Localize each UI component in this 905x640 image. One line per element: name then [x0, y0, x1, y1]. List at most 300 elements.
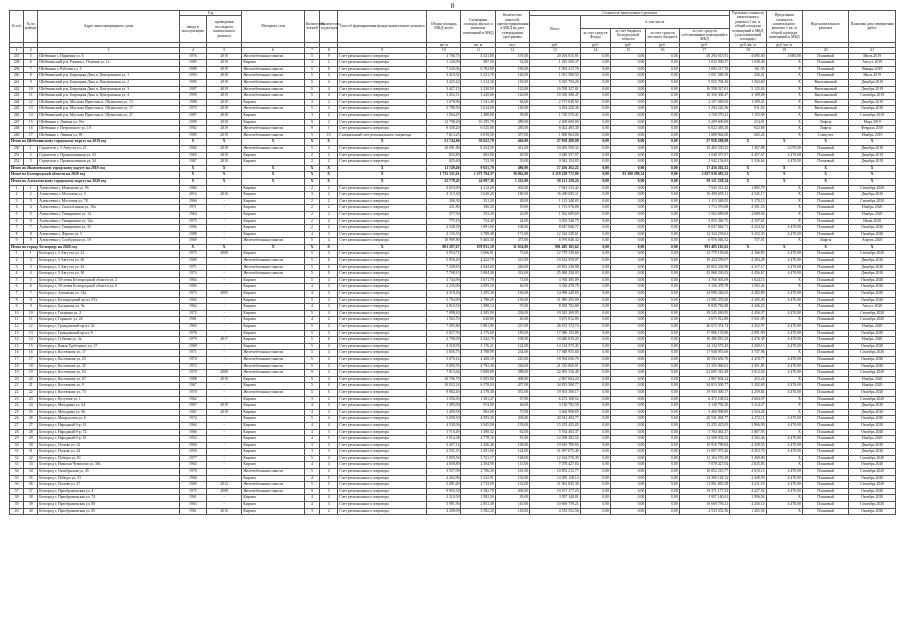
- table-cell: 285,00: [495, 126, 529, 133]
- table-cell: 1975: [179, 218, 206, 225]
- table-cell: 4 456,37: [730, 310, 766, 317]
- table-cell: Сентябрь 2019: [849, 113, 896, 120]
- column-number: 11: [461, 48, 495, 53]
- table-row: [10, 218, 896, 225]
- table-cell: 5 921,09: [730, 317, 766, 324]
- table-cell: 0,00: [610, 442, 645, 449]
- table-cell: 5: [320, 475, 338, 482]
- table-cell: Плановый: [802, 258, 848, 265]
- table-cell: Счет регионального оператора: [338, 60, 427, 67]
- table-cell: Алексеевка г, Мамонова ул, 9б: [38, 185, 179, 192]
- table-cell: 4: [320, 86, 338, 93]
- table-row: [10, 370, 896, 377]
- table-cell: Декабрь 2020: [849, 409, 896, 416]
- table-cell: Март 2019: [849, 119, 896, 126]
- table-cell: 24: [10, 403, 24, 410]
- table-cell: Ноябрь 2020: [849, 376, 896, 383]
- table-cell: 8 839 782,88: [679, 304, 730, 311]
- summary-cell: 678 931,18: [461, 244, 495, 251]
- table-cell: Плановый: [802, 462, 848, 469]
- table-cell: X: [766, 99, 802, 106]
- table-cell: 3: [320, 297, 338, 304]
- table-cell: 0,00: [580, 119, 610, 126]
- table-cell: 4: [320, 356, 338, 363]
- table-cell: Железобетонные панели: [242, 66, 305, 73]
- table-cell: Счет регионального оператора: [338, 324, 427, 331]
- table-cell: 832,80: [427, 152, 461, 159]
- table-cell: 0,00: [646, 442, 679, 449]
- table-cell: 9 465,30: [461, 238, 495, 245]
- table-cell: 24,00: [495, 218, 529, 225]
- table-cell: 1995: [179, 80, 206, 87]
- table-cell: 0,00: [646, 231, 679, 238]
- table-cell: 16 490 695,11: [679, 192, 730, 199]
- table-cell: 498,00: [495, 376, 529, 383]
- table-row: [10, 310, 896, 317]
- table-cell: -: [206, 383, 241, 390]
- table-cell: 3 425,42: [427, 80, 461, 87]
- column-number: 19: [766, 48, 802, 53]
- table-cell: 5: [304, 264, 319, 271]
- table-cell: -: [206, 389, 241, 396]
- table-cell: 8: [320, 271, 338, 278]
- table-cell: Плановый: [802, 455, 848, 462]
- table-cell: 1 563,60: [730, 80, 766, 87]
- table-cell: 0,00: [610, 231, 645, 238]
- table-cell: 4 254,52: [730, 225, 766, 232]
- table-cell: 2: [24, 258, 38, 265]
- table-cell: 1993: [179, 73, 206, 80]
- table-cell: 3 294 220,36: [679, 106, 730, 113]
- summary-cell: X: [320, 244, 338, 251]
- table-cell: -: [206, 310, 241, 317]
- table-cell: 7 249,63: [427, 264, 461, 271]
- summary-cell: X: [338, 172, 427, 179]
- table-cell: 0,00: [610, 449, 645, 456]
- table-cell: 0,00: [580, 317, 610, 324]
- table-cell: 19 434 559,07: [679, 258, 730, 265]
- table-cell: Счет регионального оператора: [338, 356, 427, 363]
- table-cell: 14 134 575,45: [530, 343, 581, 350]
- table-cell: 132,00: [495, 482, 529, 489]
- table-cell: Счет регионального оператора: [338, 211, 427, 218]
- table-cell: 4 470,00: [766, 436, 802, 443]
- table-cell: 1: [320, 126, 338, 133]
- table-cell: 3 942 154,83: [530, 159, 581, 166]
- table-cell: 4: [320, 310, 338, 317]
- table-row: [10, 145, 896, 152]
- table-cell: 34 815 500,77: [530, 383, 581, 390]
- table-row: [10, 356, 896, 363]
- table-cell: 10 465 550,32: [679, 145, 730, 152]
- table-cell: Счет регионального оператора: [338, 238, 427, 245]
- summary-cell: X: [849, 172, 896, 179]
- table-cell: Сентябрь 2020: [849, 350, 896, 357]
- table-row: [10, 113, 896, 120]
- summary-cell: 51 744,60: [427, 139, 461, 146]
- table-cell: 215,00: [495, 324, 529, 331]
- table-cell: Счет регионального оператора: [338, 231, 427, 238]
- table-cell: 4: [304, 475, 319, 482]
- table-cell: 982,00: [461, 409, 495, 416]
- table-cell: Счет регионального оператора: [338, 317, 427, 324]
- summary-cell: 31 634,00: [495, 244, 529, 251]
- table-cell: 0,00: [610, 264, 645, 271]
- table-cell: Кирпич: [242, 330, 305, 337]
- table-cell: 2019: [206, 159, 241, 166]
- table-cell: 25: [10, 409, 24, 416]
- table-cell: -: [206, 436, 241, 443]
- table-cell: 0,00: [580, 106, 610, 113]
- table-cell: Кирпич: [242, 277, 305, 284]
- table-cell: X: [766, 284, 802, 291]
- table-cell: Плановый: [802, 475, 848, 482]
- column-number: 1: [10, 48, 24, 53]
- table-cell: Белгород г, Костюкова ул, 73: [38, 389, 179, 396]
- table-cell: 4 157,61: [730, 218, 766, 225]
- table-cell: -: [206, 416, 241, 423]
- table-cell: 4: [320, 330, 338, 337]
- table-cell: 5 695,55: [427, 363, 461, 370]
- table-cell: 2019: [206, 86, 241, 93]
- table-cell: 2008: [206, 488, 241, 495]
- summary-cell: 9 651,70: [461, 165, 495, 172]
- table-cell: 0,00: [580, 370, 610, 377]
- table-cell: Спецсчет: [802, 132, 848, 139]
- table-cell: 3: [320, 449, 338, 456]
- table-cell: 7 078 427,04: [530, 462, 581, 469]
- table-cell: 4 208,09: [427, 508, 461, 515]
- table-cell: 7 943 313,42: [679, 185, 730, 192]
- table-cell: 31: [10, 449, 24, 456]
- table-cell: 4 470,00: [766, 324, 802, 331]
- header-area-living: Суммарная площадь жилых и нежилых помещений в МКД: [461, 11, 495, 43]
- summary-cell: X: [304, 165, 319, 172]
- table-cell: -: [206, 343, 241, 350]
- table-cell: 0,00: [646, 132, 679, 139]
- table-cell: 1: [24, 251, 38, 258]
- table-cell: 1 982,50: [461, 495, 495, 502]
- table-cell: 18: [24, 363, 38, 370]
- table-cell: Плановый: [802, 383, 848, 390]
- table-cell: 0,00: [646, 317, 679, 324]
- table-cell: 2019: [206, 376, 241, 383]
- table-cell: -: [206, 442, 241, 449]
- table-cell: Июль 2019: [849, 53, 896, 60]
- table-cell: Кирпич: [242, 99, 305, 106]
- table-cell: 0,00: [580, 429, 610, 436]
- table-cell: 0,00: [610, 350, 645, 357]
- table-cell: 3 452,11: [427, 93, 461, 100]
- table-cell: 4 792,40: [461, 363, 495, 370]
- table-cell: 0,00: [580, 277, 610, 284]
- table-cell: 16: [24, 350, 38, 357]
- table-cell: 0,00: [580, 469, 610, 476]
- table-cell: 0,00: [646, 409, 679, 416]
- table-cell: 2019: [206, 126, 241, 133]
- table-cell: 415,24: [730, 376, 766, 383]
- table-cell: 246,00: [495, 264, 529, 271]
- table-cell: Белгород г, Костюкова ул, 17: [38, 350, 179, 357]
- table-cell: 4: [304, 422, 319, 429]
- table-cell: 4: [304, 409, 319, 416]
- table-cell: 11: [10, 317, 24, 324]
- summary-cell: 59 652,78: [461, 139, 495, 146]
- summary-cell: X: [320, 165, 338, 172]
- table-cell: 0,00: [580, 455, 610, 462]
- table-cell: 34 815 500,77: [679, 383, 730, 390]
- table-cell: 29: [24, 436, 38, 443]
- table-cell: 1974: [179, 271, 206, 278]
- table-cell: 1975: [179, 106, 206, 113]
- table-cell: 11 097 075,46: [530, 449, 581, 456]
- table-cell: -: [206, 330, 241, 337]
- table-cell: 0,00: [580, 343, 610, 350]
- table-cell: 0,00: [580, 436, 610, 443]
- table-cell: 1 988,14: [461, 304, 495, 311]
- table-cell: 6 819,50: [461, 132, 495, 139]
- table-cell: 4: [320, 469, 338, 476]
- table-cell: Октябрь 2020: [849, 508, 896, 515]
- table-cell: 2: [320, 218, 338, 225]
- table-cell: 4: [320, 80, 338, 87]
- table-cell: 2012: [206, 482, 241, 489]
- table-cell: Белгород г, Народный б-р, 72: [38, 429, 179, 436]
- table-cell: 5 025 794,26: [530, 80, 581, 87]
- table-cell: 4 470,00: [766, 370, 802, 377]
- table-cell: Плановый: [802, 363, 848, 370]
- table-cell: 19: [10, 370, 24, 377]
- table-cell: Плановый: [802, 198, 848, 205]
- table-cell: Декабрь 2020: [849, 449, 896, 456]
- table-cell: 1 720 570,41: [679, 113, 730, 120]
- summary-row: [10, 178, 896, 185]
- table-cell: 13: [24, 106, 38, 113]
- table-cell: Октябрь 2020: [849, 389, 896, 396]
- table-cell: 203,00: [495, 416, 529, 423]
- table-cell: -: [206, 469, 241, 476]
- table-cell: 0,00: [580, 488, 610, 495]
- table-cell: 1997: [179, 86, 206, 93]
- table-cell: 4 166,83: [730, 251, 766, 258]
- table-cell: -: [206, 225, 241, 232]
- table-row: [10, 60, 896, 67]
- table-cell: 3: [304, 442, 319, 449]
- table-row: [10, 284, 896, 291]
- table-cell: 0,00: [610, 53, 645, 60]
- table-cell: Белгород г, Костюкова ул, 9: [38, 383, 179, 390]
- summary-cell: X: [320, 178, 338, 185]
- table-cell: 1988: [179, 99, 206, 106]
- table-cell: 4: [24, 271, 38, 278]
- table-cell: 52,00: [495, 60, 529, 67]
- table-cell: X: [766, 86, 802, 93]
- table-row: [10, 442, 896, 449]
- table-cell: 15: [24, 343, 38, 350]
- table-row: [10, 66, 896, 73]
- table-cell: 19,00: [495, 205, 529, 212]
- table-cell: Алексеевка г, Тимирязева ул, 35: [38, 225, 179, 232]
- table-cell: 9: [24, 238, 38, 245]
- table-cell: 4: [320, 277, 338, 284]
- table-cell: 0,00: [610, 126, 645, 133]
- table-cell: 1988: [179, 231, 206, 238]
- table-cell: 0,00: [646, 436, 679, 443]
- table-cell: Декабрь 2019: [849, 86, 896, 93]
- table-cell: Лифты: [802, 126, 848, 133]
- table-cell: Белгород г, Мокроусова ул, 6: [38, 416, 179, 423]
- table-cell: 0,00: [580, 231, 610, 238]
- table-cell: 19 371 177,23: [679, 488, 730, 495]
- table-cell: 1 996,04: [730, 495, 766, 502]
- table-cell: 4 175,60: [461, 330, 495, 337]
- table-cell: 2019: [206, 508, 241, 515]
- table-row: [10, 422, 896, 429]
- table-cell: Счет регионального оператора: [338, 488, 427, 495]
- table-cell: 4: [304, 502, 319, 509]
- table-cell: 0,00: [646, 356, 679, 363]
- table-cell: Счет регионального оператора: [338, 396, 427, 403]
- table-cell: 0,00: [580, 482, 610, 489]
- table-cell: 3 189,08: [730, 93, 766, 100]
- table-cell: Железобетонные панели: [242, 271, 305, 278]
- table-cell: -: [206, 495, 241, 502]
- table-cell: Железобетонные панели: [242, 145, 305, 152]
- table-row: [10, 80, 896, 87]
- table-cell: 1975: [179, 488, 206, 495]
- table-cell: 10 350 308,47: [679, 93, 730, 100]
- table-cell: 3: [320, 304, 338, 311]
- table-cell: Декабрь 2020: [849, 264, 896, 271]
- table-cell: 1965: [179, 284, 206, 291]
- table-cell: 6: [320, 389, 338, 396]
- table-cell: Железобетонные панели: [242, 356, 305, 363]
- table-cell: 3: [24, 198, 38, 205]
- table-cell: X: [766, 106, 802, 113]
- table-cell: 0,00: [646, 291, 679, 298]
- table-cell: 1 490,32: [461, 429, 495, 436]
- table-cell: 2: [304, 198, 319, 205]
- table-cell: 3 945,00: [461, 422, 495, 429]
- table-cell: 0,00: [610, 205, 645, 212]
- table-cell: 1977: [179, 455, 206, 462]
- table-cell: 2 790,25: [461, 297, 495, 304]
- table-cell: Ноябрь 2020: [849, 337, 896, 344]
- table-cell: Счет регионального оператора: [338, 198, 427, 205]
- table-cell: 118,00: [495, 80, 529, 87]
- table-cell: 0,00: [646, 258, 679, 265]
- table-row: [10, 225, 896, 232]
- table-row: [10, 126, 896, 133]
- table-cell: 1988: [179, 66, 206, 73]
- table-cell: Декабрь 2020: [849, 192, 896, 199]
- table-cell: 1 495,00: [427, 403, 461, 410]
- table-cell: Плановый: [802, 185, 848, 192]
- table-cell: 7: [24, 66, 38, 73]
- table-cell: Счет регионального оператора: [338, 330, 427, 337]
- table-cell: 4: [320, 324, 338, 331]
- table-cell: 3: [304, 60, 319, 67]
- table-cell: Кирпич: [242, 449, 305, 456]
- table-cell: Счет регионального оператора: [338, 469, 427, 476]
- table-cell: 97,00: [495, 304, 529, 311]
- table-cell: 245: [10, 106, 24, 113]
- table-cell: 3 427,15: [427, 86, 461, 93]
- table-cell: 2: [24, 192, 38, 199]
- table-cell: 2: [24, 152, 38, 159]
- table-cell: Железобетонные панели: [242, 370, 305, 377]
- table-cell: X: [766, 277, 802, 284]
- table-cell: Плановый: [802, 376, 848, 383]
- table-cell: Плановый: [802, 159, 848, 166]
- table-cell: X: [766, 409, 802, 416]
- table-cell: Октябрь 2020: [849, 422, 896, 429]
- table-cell: 734,40: [461, 218, 495, 225]
- summary-label: Итого по Алексеевскому городскому округу на 2020 год: [10, 178, 180, 185]
- table-cell: 14 096 240,65: [530, 291, 581, 298]
- table-cell: 1969: [179, 258, 206, 265]
- table-cell: 2005: [206, 291, 241, 298]
- table-cell: 5: [320, 482, 338, 489]
- table-cell: 0,00: [610, 185, 645, 192]
- table-cell: 185,00: [495, 330, 529, 337]
- table-cell: 118,00: [495, 508, 529, 515]
- table-cell: Кирпич: [242, 251, 305, 258]
- table-cell: 3: [10, 198, 24, 205]
- table-cell: 3: [304, 508, 319, 515]
- table-cell: X: [766, 495, 802, 502]
- table-cell: 0,00: [580, 422, 610, 429]
- table-cell: 4 685,00: [730, 53, 766, 60]
- summary-label: Итого по Шебекинскому городскому округу на 2019 год: [10, 139, 180, 146]
- table-cell: 14: [10, 337, 24, 344]
- table-cell: 122,00: [495, 343, 529, 350]
- table-cell: Счет регионального оператора: [338, 93, 427, 100]
- table-cell: 4 394,28: [730, 258, 766, 265]
- table-cell: 0,00: [610, 356, 645, 363]
- table-cell: 4 470,00: [766, 502, 802, 509]
- summary-cell: X: [320, 172, 338, 179]
- table-cell: 3 232,91: [461, 475, 495, 482]
- table-cell: 18 594 656,70: [679, 356, 730, 363]
- table-cell: Белгород г, Мичурина ул, 64: [38, 403, 179, 410]
- summary-cell: X: [849, 244, 896, 251]
- table-cell: -: [206, 350, 241, 357]
- summary-cell: X: [242, 139, 305, 146]
- table-cell: 5: [304, 324, 319, 331]
- table-cell: 20 541 494,77: [679, 416, 730, 423]
- header-repair-kind: Вид капитального ремонта: [802, 11, 848, 43]
- table-cell: 14 134 575,45: [679, 343, 730, 350]
- table-cell: 4 453,79: [730, 449, 766, 456]
- table-cell: Шебекинский р-н, Батрацкая Дача п, Центральная ул, 1: [38, 73, 179, 80]
- table-cell: Сентябрь 2020: [849, 185, 896, 192]
- table-cell: 0,00: [646, 422, 679, 429]
- summary-cell: 27 958 288,08: [679, 139, 730, 146]
- table-cell: Счет регионального оператора: [338, 363, 427, 370]
- table-cell: 0,00: [580, 53, 610, 60]
- table-cell: 326,41: [730, 73, 766, 80]
- table-cell: 1960: [179, 442, 206, 449]
- table-cell: X: [766, 238, 802, 245]
- table-cell: 2 810,54: [427, 304, 461, 311]
- table-cell: 9: [304, 488, 319, 495]
- table-cell: Кирпич: [242, 211, 305, 218]
- table-cell: 4 070,00: [766, 145, 802, 152]
- table-cell: 14 096 240,65: [679, 291, 730, 298]
- table-row: [10, 508, 896, 515]
- table-cell: 81,00: [495, 436, 529, 443]
